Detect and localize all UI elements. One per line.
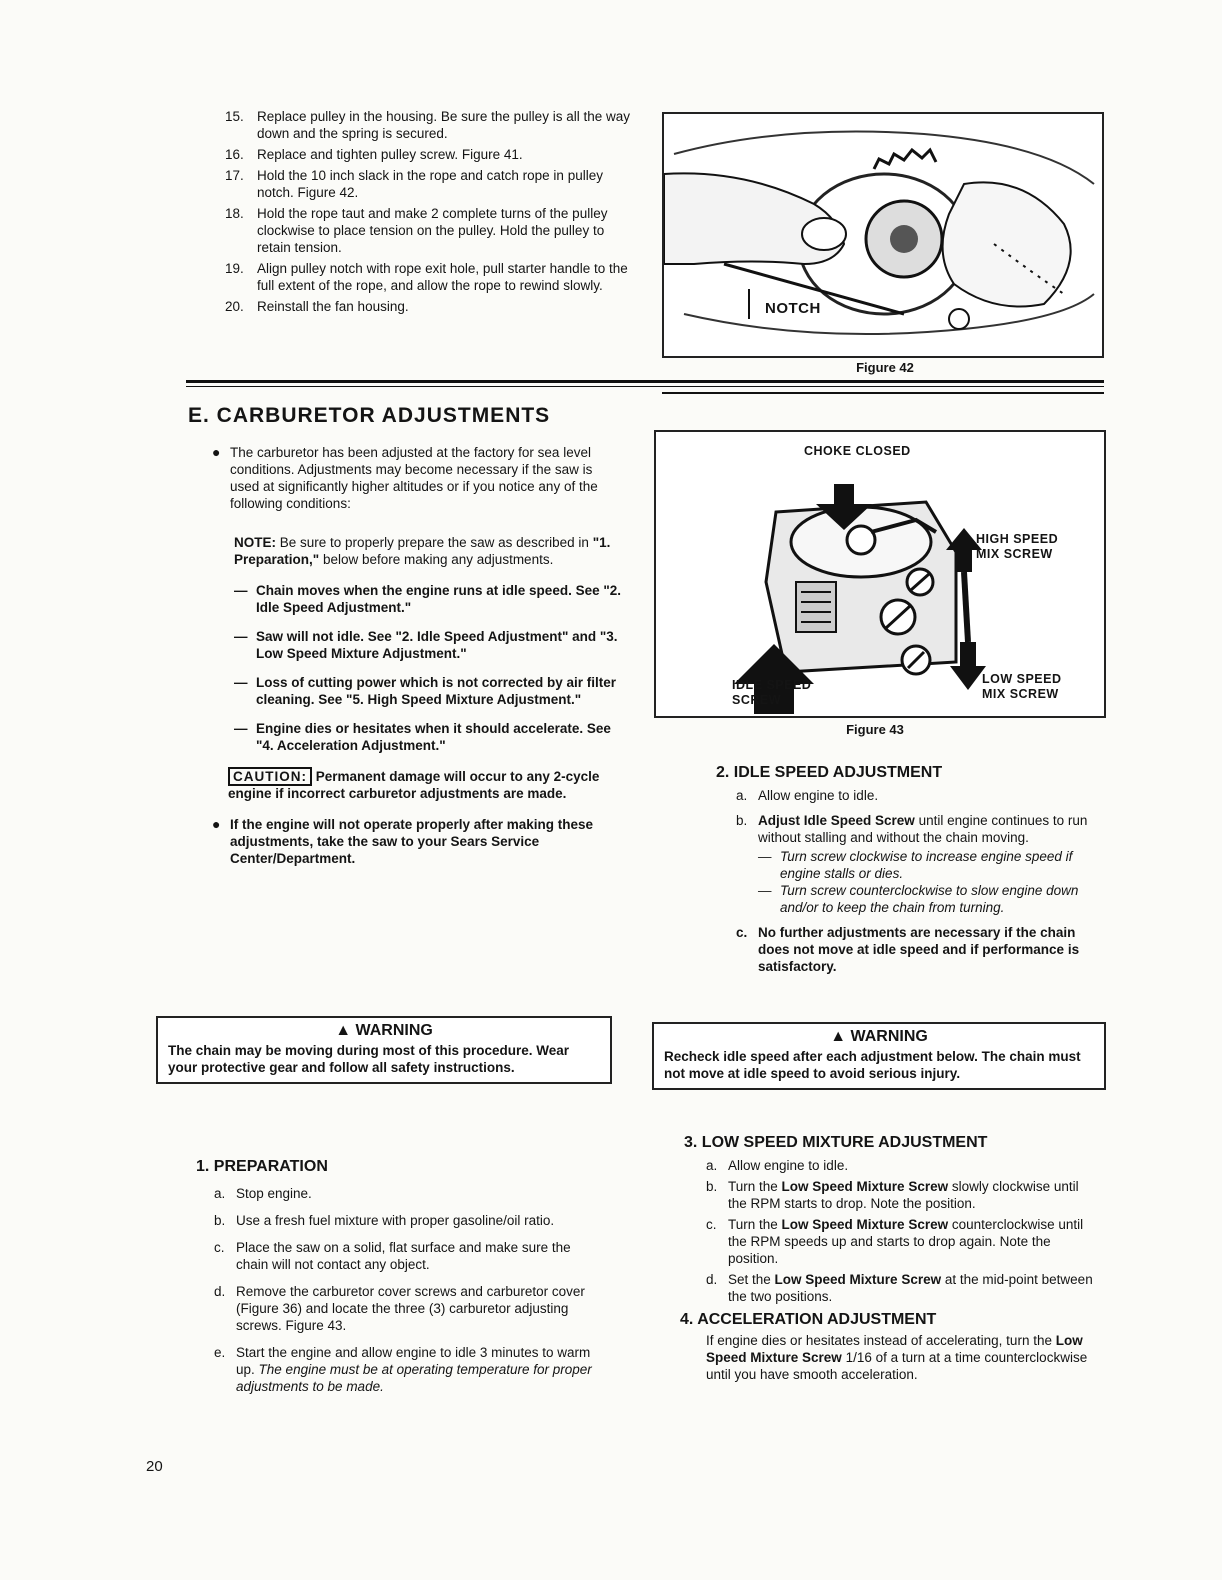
warning-title: ▲ WARNING (830, 1028, 928, 1045)
page-number: 20 (146, 1458, 163, 1475)
warning-title: ▲ WARNING (335, 1022, 433, 1039)
idle-speed-label: IDLE SPEED SCREW (732, 678, 812, 707)
bullet-dot: ● (212, 816, 221, 832)
condition-item: — Saw will not idle. See "2. Idle Speed Adjustment" and "3. Low Speed Mixture Adjustment." (234, 629, 618, 661)
step-item: 19. Align pulley notch with rope exit hole, pull starter handle to the full extent of the rope, and allow the rope to rewind slowly. (225, 261, 628, 293)
section-divider-right (662, 392, 1104, 394)
low-step-b: b. Turn the Low Speed Mixture Screw slowly clockwise until the RPM starts to drop. Note the position. (706, 1179, 1079, 1211)
idle-step-b-dash: — Turn screw counterclockwise to slow engine down and/or to keep the chain from turning. (758, 883, 1079, 915)
idle-step-c: c. No further adjustments are necessary if the chain does not move at idle speed and if performance is satisfactory. (736, 925, 1080, 974)
idle-step-b: b. Adjust Idle Speed Screw until engine continues to run without stalling and without the chain moving. (736, 813, 1088, 845)
bullet-dot: ● (212, 444, 221, 460)
figure-43-image (654, 430, 1106, 718)
preparation-title: 1. PREPARATION (196, 1158, 328, 1175)
low-speed-section (680, 1134, 1100, 1383)
left-column (212, 444, 622, 867)
sears-bullet: ● If the engine will not operate properly after making these adjustments, take the saw to your Sears Service Center/Department. (212, 816, 594, 866)
intro-bullet: ● The carburetor has been adjusted at the factory for sea level conditions. Adjustments may become necessary if the saw is used at significantly higher altitudes or if you notice any of the following conditions: (212, 444, 598, 511)
preparation-section (196, 1158, 606, 1403)
acceleration-title: 4. ACCELERATION ADJUSTMENT (680, 1311, 937, 1328)
choke-closed-label: CHOKE CLOSED (804, 444, 911, 458)
condition-item: — Engine dies or hesitates when it should accelerate. See "4. Acceleration Adjustment." (234, 721, 611, 753)
caution-tag: CAUTION: (228, 767, 312, 786)
warning-text: The chain may be moving during most of this procedure. Wear your protective gear and follow all safety instructions. (168, 1043, 570, 1075)
section-divider-thin (186, 386, 1104, 387)
prep-step: a. Stop engine. (214, 1186, 312, 1201)
step-item: 17. Hold the 10 inch slack in the rope and catch rope in pulley notch. Figure 42. (225, 168, 603, 200)
pulley-hands-illustration (664, 114, 1102, 356)
warning-triangle-icon: ▲ (335, 1022, 352, 1039)
step-item: 15. Replace pulley in the housing. Be sure the pulley is all the way down and the spring is secured. (225, 109, 630, 141)
caution-paragraph: CAUTION: Permanent damage will occur to any 2-cycle engine if incorrect carburetor adjustments are made. (228, 769, 600, 801)
warning-text: Recheck idle speed after each adjustment below. The chain must not move at idle speed to avoid serious injury. (664, 1049, 1081, 1081)
condition-item: — Loss of cutting power which is not corrected by air filter cleaning. See "5. High Speed Mixture Adjustment." (234, 675, 617, 707)
low-speed-label: LOW SPEED MIX SCREW (982, 672, 1062, 701)
acceleration-text: If engine dies or hesitates instead of accelerating, turn the Low Speed Mixture Screw 1/16 of a turn at a time counterclockwise until you have smooth acceleration. (706, 1333, 1088, 1382)
figure-42-caption: Figure 42 (856, 360, 914, 375)
note-paragraph: NOTE: Be sure to properly prepare the saw as described in "1. Preparation," below before making any adjustments. (234, 535, 611, 567)
warning-box-left (156, 1016, 612, 1084)
low-step-c: c. Turn the Low Speed Mixture Screw counterclockwise until the RPM speeds up and starts to drop again. Note the position. (706, 1217, 1084, 1266)
prep-step: c. Place the saw on a solid, flat surface and make sure the chain will not contact any object. (214, 1240, 571, 1272)
pulley-steps-list (225, 108, 630, 319)
idle-speed-section (716, 764, 1106, 983)
idle-step-b-dash: — Turn screw clockwise to increase engine speed if engine stalls or dies. (758, 849, 1073, 881)
warning-triangle-icon: ▲ (830, 1028, 847, 1045)
step-item: 16. Replace and tighten pulley screw. Figure 41. (225, 147, 523, 162)
figure-43-caption: Figure 43 (846, 722, 904, 737)
prep-step: e. Start the engine and allow engine to idle 3 minutes to warm up. The engine must be at operating temperature for proper adjustments to be made. (214, 1345, 592, 1394)
prep-step: b. Use a fresh fuel mixture with proper gasoline/oil ratio. (214, 1213, 555, 1228)
section-e-title: E. CARBURETOR ADJUSTMENTS (188, 404, 551, 427)
notch-label: NOTCH (762, 300, 824, 317)
idle-step-a: a. Allow engine to idle. (736, 788, 879, 803)
prep-step: d. Remove the carburetor cover screws and carburetor cover (Figure 36) and locate the three (3) carburetor adjusting screws. Figure 43. (214, 1284, 585, 1333)
warning-box-right (652, 1022, 1106, 1090)
high-speed-label: HIGH SPEED MIX SCREW (976, 532, 1059, 561)
low-step-a: a. Allow engine to idle. (706, 1158, 849, 1173)
low-step-d: d. Set the Low Speed Mixture Screw at the mid-point between the two positions. (706, 1272, 1093, 1304)
section-divider-thick (186, 380, 1104, 383)
figure-42-image (662, 112, 1104, 358)
idle-speed-title: 2. IDLE SPEED ADJUSTMENT (716, 764, 943, 781)
step-item: 18. Hold the rope taut and make 2 complete turns of the pulley clockwise to place tension on the pulley. Hold the pulley to retain tension. (225, 206, 608, 255)
step-item: 20. Reinstall the fan housing. (225, 299, 409, 314)
low-speed-title: 3. LOW SPEED MIXTURE ADJUSTMENT (684, 1134, 988, 1151)
condition-item: — Chain moves when the engine runs at idle speed. See "2. Idle Speed Adjustment." (234, 583, 622, 615)
